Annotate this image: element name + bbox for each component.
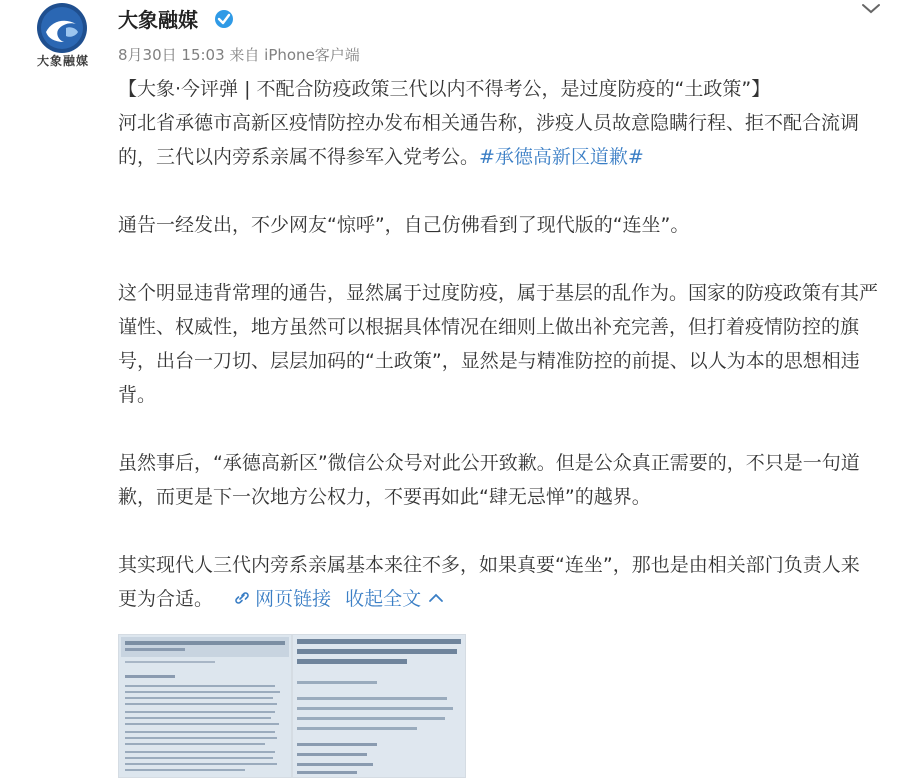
avatar[interactable] [30, 2, 94, 74]
chevron-down-icon[interactable] [860, 0, 882, 18]
post-content [118, 72, 878, 616]
paragraph-5-text: 其实现代人三代内旁系亲属基本来往不多，如果真要“连坐”，那也是由相关部门负责人来更为合适。 [118, 554, 860, 610]
author-name[interactable]: 大象融媒 [118, 8, 198, 32]
post-meta: 8月30日 15:03 来自 iPhone客户端 [118, 46, 360, 64]
document-thumbnail-1 [119, 635, 291, 777]
post-paragraph-3: 这个明显违背常理的通告，显然属于过度防疫，属于基层的乱作为。国家的防疫政策有其严谨性、权威性，地方虽然可以根据具体情况在细则上做出补充完善，但打着疫情防控的旗号，出台一刀切、层层加码的“土政策”，显然是与精准防控的前提、以人为本的思想相违背。 [118, 282, 879, 406]
post-paragraph-4: 虽然事后，“承德高新区”微信公众号对此公开致歉。但是公众真正需要的，不只是一句道歉，而更是下一次地方公权力，不要再如此“肆无忌惮”的越界。 [118, 452, 860, 508]
verified-badge-icon [214, 9, 234, 29]
collapse-button[interactable] [345, 588, 445, 610]
post-paragraph-1 [118, 106, 878, 174]
chevron-up-icon [427, 591, 445, 605]
collapse-label: 收起全文 [345, 588, 422, 610]
avatar-caption: 大象融媒 [36, 54, 89, 68]
document-image-2[interactable] [292, 634, 466, 778]
image-gallery [118, 634, 478, 776]
post-actions [219, 588, 445, 610]
paragraph-1-text: 河北省承德市高新区疫情防控办发布相关通告称，涉疫人员故意隐瞒行程、拒不配合流调的，三代以内旁系亲属不得参军入党考公。 [118, 112, 860, 168]
document-image-1[interactable] [118, 634, 292, 778]
post-paragraph-2: 通告一经发出，不少网友“惊呼”，自己仿佛看到了现代版的“连坐”。 [118, 214, 690, 236]
web-link[interactable] [219, 588, 331, 610]
document-thumbnail-2 [293, 635, 465, 777]
link-icon [233, 590, 251, 606]
post-title: 【大象·今评弹 | 不配合防疫政策三代以内不得考公，是过度防疫的“土政策”】 [118, 78, 771, 100]
web-link-label: 网页链接 [255, 588, 332, 610]
post-paragraph-5 [118, 548, 878, 616]
hashtag-link[interactable]: #承德高新区道歉# [479, 146, 644, 168]
elephant-logo-icon [36, 2, 88, 54]
